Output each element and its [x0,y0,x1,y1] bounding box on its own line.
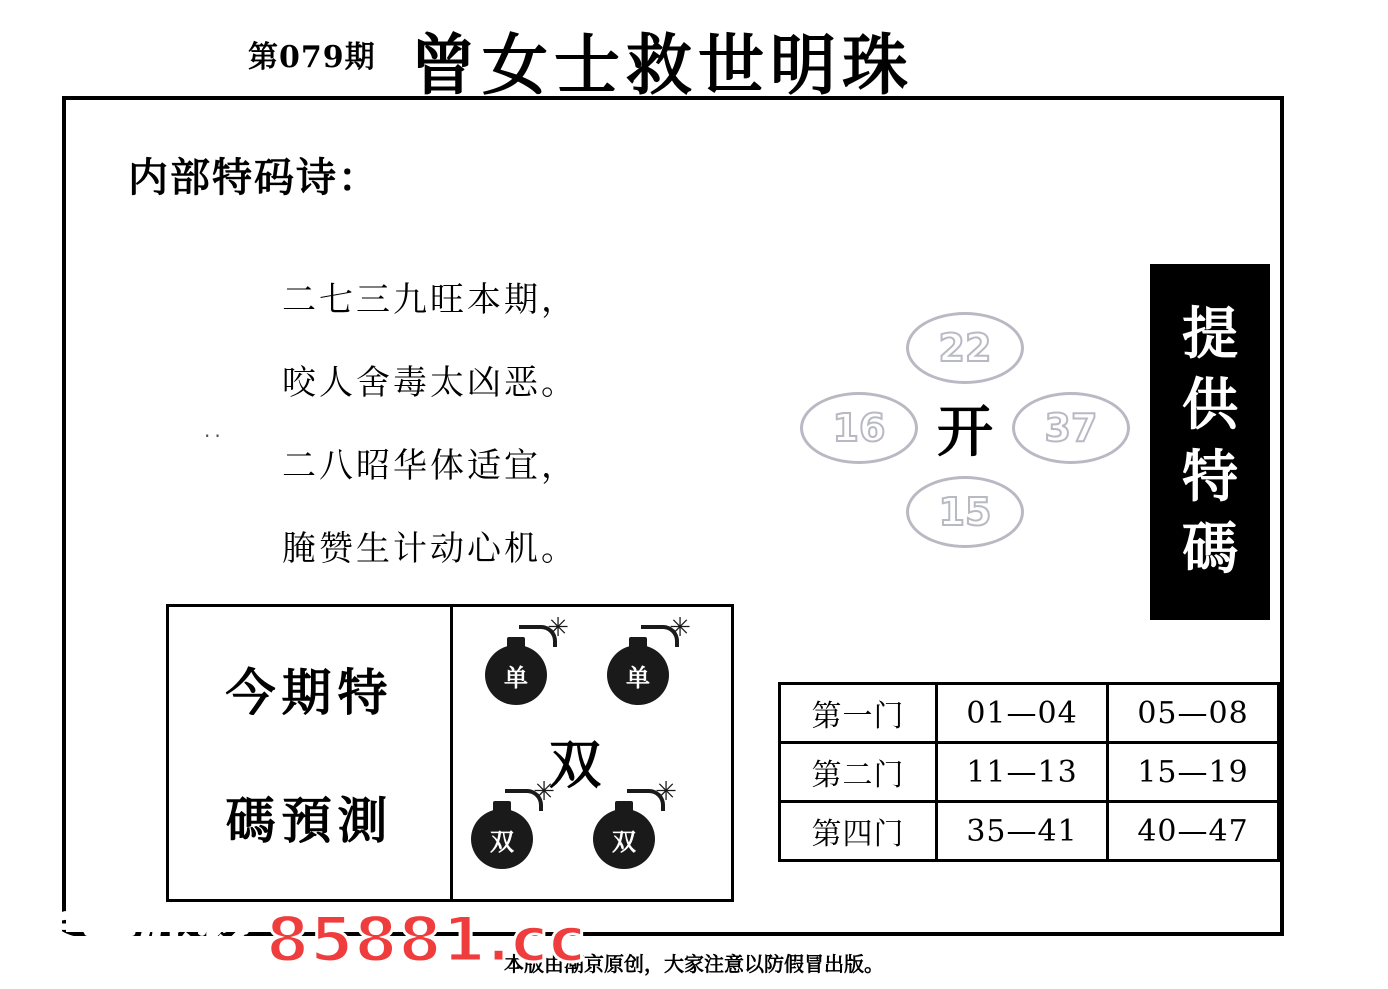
gate-range: 05—08 [1108,684,1279,743]
gate-range-table [778,682,1280,862]
watermark-domain: 85881.cc [266,903,587,976]
table-row [780,684,1279,743]
gate-range: 15—19 [1108,743,1279,802]
banner-char: 特 [1182,444,1238,510]
prediction-bombs [453,607,731,899]
bomb-icon [485,613,569,705]
spark-icon: ✳ [669,613,691,643]
issue-label: 第079期 [248,40,376,75]
gate-range: 01—04 [937,684,1108,743]
gate-range: 11—13 [937,743,1108,802]
spark-icon: ✳ [533,777,555,807]
prediction-label-line: 今期特 [225,663,394,722]
bomb-label: 单 [485,645,547,705]
ball-bottom: 15 [906,476,1024,548]
poem-line: 二七三九旺本期， [282,280,578,320]
bomb-label: 双 [471,809,533,869]
banner-char: 碼 [1182,515,1238,582]
table-row [780,743,1279,802]
bomb-icon [593,777,677,869]
ball-left: 16 [800,392,918,464]
ball-top: 22 [906,312,1024,384]
gate-range: 40—47 [1108,802,1279,861]
gate-name: 第二门 [780,743,937,802]
spark-icon: ✳ [655,777,677,807]
prediction-box [166,604,734,902]
prediction-label [169,607,453,899]
banner-char: 提 [1182,300,1238,367]
table-row [780,802,1279,861]
gate-name: 第四门 [780,802,937,861]
ball-right: 37 [1012,392,1130,464]
lottery-ball-cluster [790,300,1140,550]
poem-section-label: 内部特码诗： [128,154,380,201]
page-title: 曾女士救世明珠 [410,26,914,104]
poem-line: 腌赞生计动心机。 [282,529,578,569]
watermark [22,898,587,978]
gate-name: 第一门 [780,684,937,743]
poem-line: 咬人舍毒太凶恶。 [282,363,578,403]
decorative-dots: .. [204,418,225,442]
bomb-label: 单 [607,645,669,705]
poem-block [282,272,702,604]
bomb-label: 双 [593,809,655,869]
gate-range: 35—41 [937,802,1108,861]
watermark-text: 香港好彩 [22,910,250,975]
poem-line: 二八昭华体适宜， [282,446,578,486]
center-open-label: 开 [937,399,993,465]
footer-note: 本版由潮京原创，大家注意以防假冒出版。 [504,952,884,976]
spark-icon: ✳ [547,613,569,643]
bomb-icon [607,613,691,705]
prediction-center-label: 双 [549,735,602,796]
supply-code-banner [1150,264,1270,620]
prediction-label-line: 碼預測 [225,791,394,850]
bomb-icon [471,777,555,869]
banner-char: 供 [1182,372,1238,439]
